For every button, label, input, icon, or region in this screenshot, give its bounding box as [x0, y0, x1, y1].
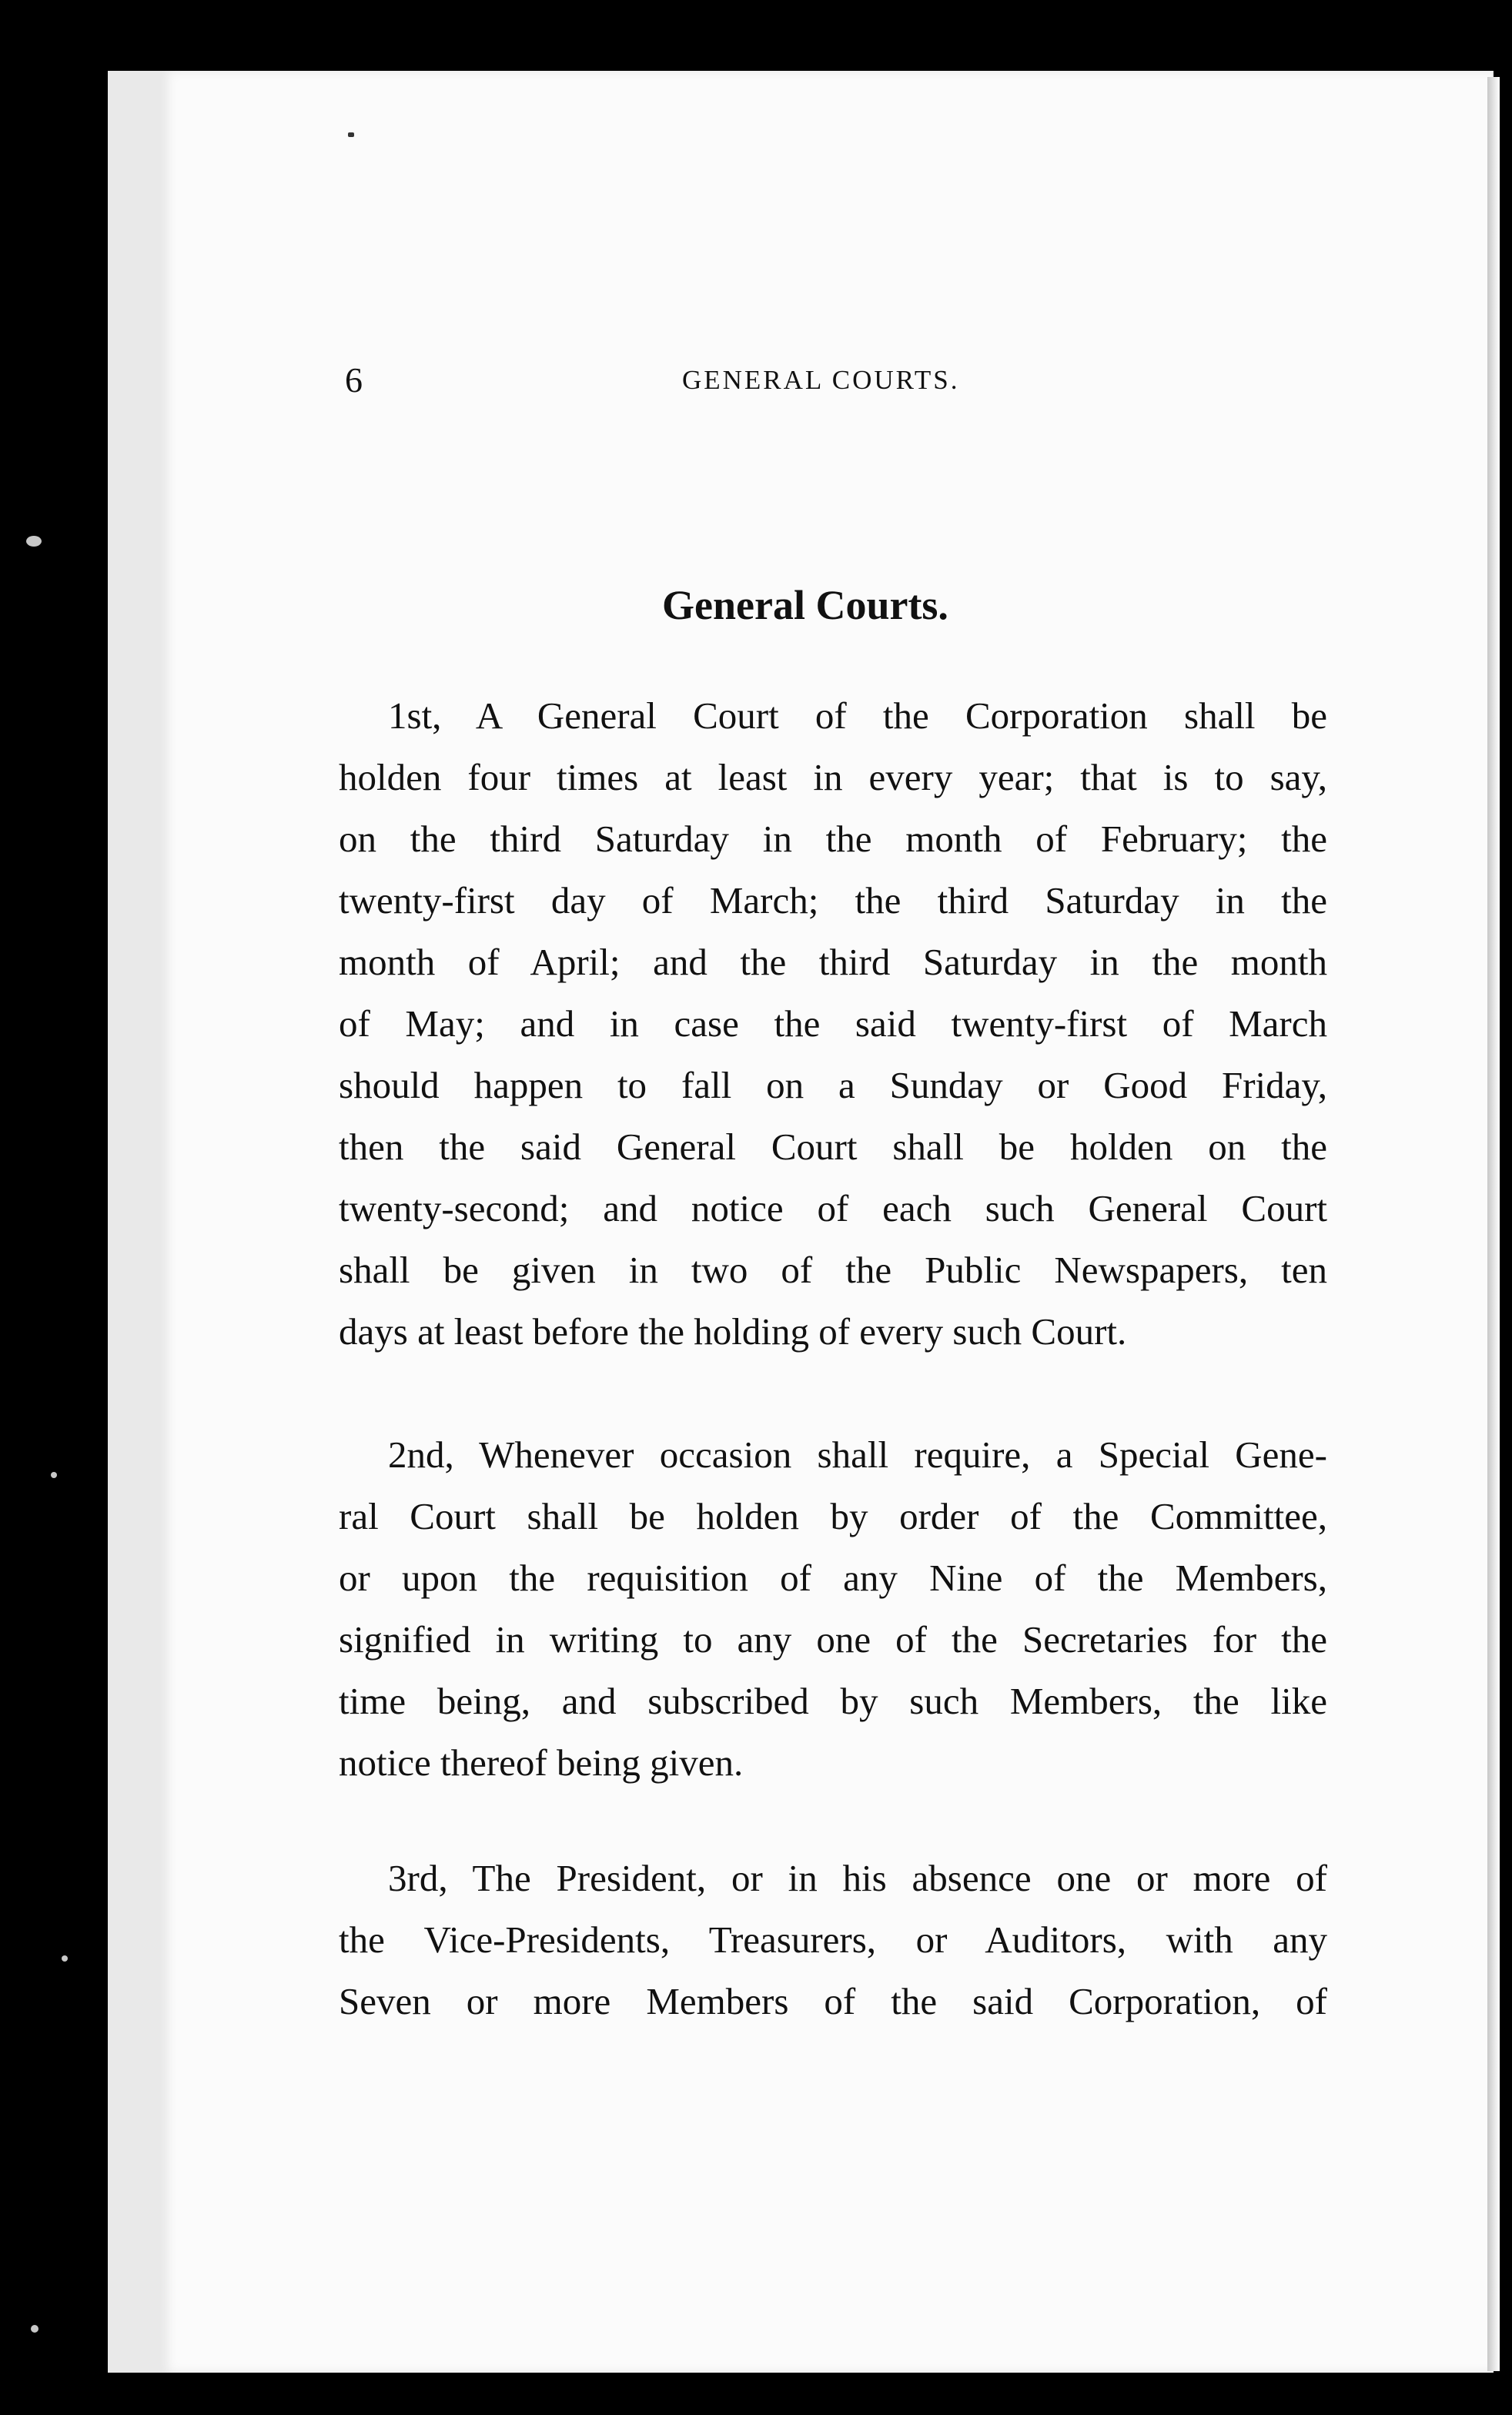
page-number: 6: [345, 360, 363, 400]
paragraph-3: [339, 1848, 1327, 2032]
scan-speck: [31, 2325, 38, 2333]
text-line: shall be given in two of the Public Newspapers, ten: [339, 1249, 1327, 1291]
text-line: time being, and subscribed by such Members, the like: [339, 1680, 1327, 1722]
scan-speck: [26, 536, 42, 547]
text-line: on the third Saturday in the month of February; the: [339, 818, 1327, 860]
section-title: General Courts.: [662, 582, 948, 628]
text-line: holden four times at least in every year; that is to say,: [339, 756, 1327, 798]
text-line: 3rd, The President, or in his absence one or more of: [388, 1857, 1327, 1899]
text-line: month of April; and the third Saturday in the month: [339, 941, 1327, 983]
paragraph-1: [339, 685, 1327, 1363]
text-line: 2nd, Whenever occasion shall require, a Special Gene-: [388, 1433, 1327, 1476]
paragraph-2: [339, 1424, 1327, 1794]
text-line: the Vice-Presidents, Treasurers, or Auditors, with any: [339, 1918, 1327, 1961]
text-line: notice thereof being given.: [339, 1741, 744, 1784]
text-line: or upon the requisition of any Nine of the Members,: [339, 1557, 1327, 1599]
text-line: twenty-first day of March; the third Saturday in the: [339, 879, 1327, 922]
text-line: 1st, A General Court of the Corporation shall be: [388, 694, 1327, 737]
scan-speck: [62, 1955, 68, 1962]
scan-speck: [51, 1472, 57, 1478]
page-header: [345, 362, 1326, 399]
text-line: should happen to fall on a Sunday or Good Friday,: [339, 1064, 1327, 1106]
text-line: twenty-second; and notice of each such General Court: [339, 1187, 1327, 1229]
text-line: days at least before the holding of every such Court.: [339, 1310, 1127, 1353]
text-line: then the said General Court shall be holden on the: [339, 1126, 1327, 1168]
page-edge-shadow: [1487, 77, 1500, 2371]
text-line: of May; and in case the said twenty-first of March: [339, 1002, 1327, 1045]
text-line: signified in writing to any one of the Secretaries for the: [339, 1618, 1327, 1661]
scan-speck: [348, 132, 354, 137]
running-head: GENERAL COURTS.: [682, 365, 960, 395]
text-line: Seven or more Members of the said Corporation, of: [339, 1980, 1327, 2022]
text-line: ral Court shall be holden by order of the Committee,: [339, 1495, 1327, 1537]
